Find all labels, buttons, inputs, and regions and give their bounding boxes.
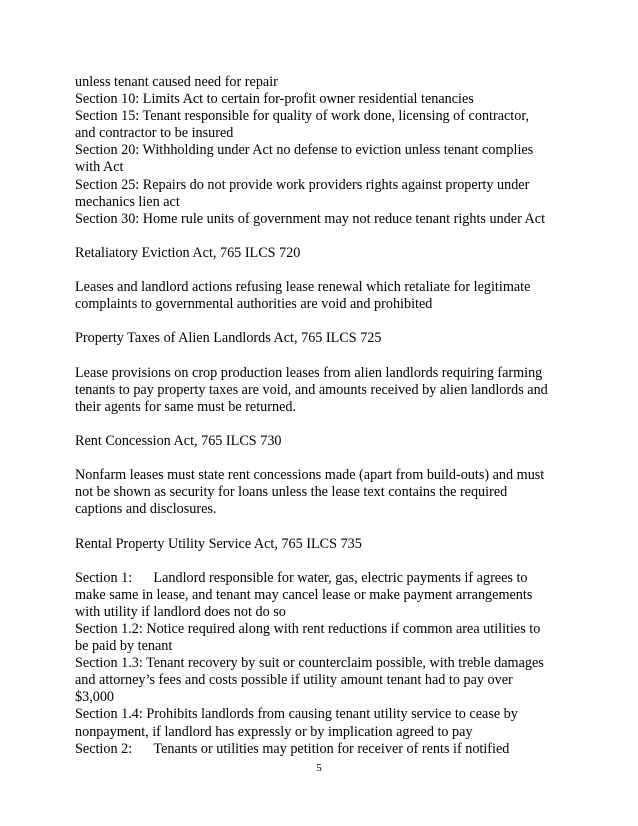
paragraph-spacer bbox=[75, 313, 570, 330]
paragraph bbox=[75, 279, 570, 313]
paragraph-spacer bbox=[75, 262, 570, 279]
text-line: tenants to pay property taxes are void, and amounts received by alien landlords and bbox=[75, 381, 548, 398]
text-line: with utility if landlord does not do so bbox=[75, 603, 286, 620]
text-line: Section 1: Landlord responsible for water, gas, electric payments if agrees to bbox=[75, 569, 528, 586]
text-line: and attorney’s fees and costs possible if utility amount tenant had to pay over bbox=[75, 672, 513, 689]
text-line: $3,000 bbox=[75, 689, 115, 706]
text-line: complaints to governmental authorities are void and prohibited bbox=[75, 296, 433, 313]
section-heading bbox=[75, 330, 570, 347]
text-line: be paid by tenant bbox=[75, 638, 173, 655]
text-line: Section 2: Tenants or utilities may petition for receiver of rents if notified bbox=[75, 740, 510, 757]
text-line: Section 10: Limits Act to certain for-profit owner residential tenancies bbox=[75, 91, 474, 108]
section-heading bbox=[75, 536, 570, 553]
text-line: their agents for same must be returned. bbox=[75, 398, 297, 415]
section-list bbox=[75, 570, 570, 758]
text-line: and contractor to be insured bbox=[75, 125, 234, 142]
text-line: captions and disclosures. bbox=[75, 501, 217, 518]
text-line: mechanics lien act bbox=[75, 193, 180, 210]
section-heading bbox=[75, 433, 570, 450]
paragraph bbox=[75, 467, 570, 518]
text-line: Section 1.3: Tenant recovery by suit or counterclaim possible, with treble damages bbox=[75, 655, 544, 672]
paragraph-spacer bbox=[75, 450, 570, 467]
page-number: 5 bbox=[316, 762, 322, 774]
paragraph-spacer bbox=[75, 416, 570, 433]
text-line: Section 1.2: Notice required along with rent reductions if common area utilities to bbox=[75, 621, 541, 637]
text-line: Section 30: Home rule units of government may not reduce tenant rights under Act bbox=[75, 210, 546, 227]
text-line: Section 20: Withholding under Act no defense to eviction unless tenant complies bbox=[75, 142, 534, 159]
text-line: Lease provisions on crop production leases from alien landlords requiring farming bbox=[75, 364, 543, 381]
page-body bbox=[75, 74, 570, 758]
text-line: with Act bbox=[75, 159, 124, 176]
text-line: Nonfarm leases must state rent concessions made (apart from build-outs) and must bbox=[75, 467, 545, 484]
text-line: make same in lease, and tenant may cancel lease or make payment arrangements bbox=[75, 586, 533, 603]
paragraph bbox=[75, 365, 570, 416]
text-line: Section 15: Tenant responsible for quality of work done, licensing of contractor, bbox=[75, 108, 530, 125]
text-line: nonpayment, if landlord has expressly or by implication agreed to pay bbox=[75, 723, 473, 740]
section-heading bbox=[75, 245, 570, 262]
text-line: Leases and landlord actions refusing lease renewal which retaliate for legitimate bbox=[75, 279, 531, 296]
heading-text: Rental Property Utility Service Act, 765 ILCS 735 bbox=[75, 535, 362, 552]
heading-text: Rent Concession Act, 765 ILCS 730 bbox=[75, 432, 282, 449]
text-line: unless tenant caused need for repair bbox=[75, 74, 278, 90]
section-list bbox=[75, 74, 570, 228]
heading-text: Retaliatory Eviction Act, 765 ILCS 720 bbox=[75, 244, 301, 261]
paragraph-spacer bbox=[75, 518, 570, 535]
paragraph-spacer bbox=[75, 553, 570, 570]
text-line: not be shown as security for loans unless the lease text contains the required bbox=[75, 484, 508, 501]
paragraph-spacer bbox=[75, 228, 570, 245]
text-line: Section 1.4: Prohibits landlords from causing tenant utility service to cease by bbox=[75, 706, 518, 723]
text-line: Section 25: Repairs do not provide work providers rights against property under bbox=[75, 176, 530, 193]
paragraph-spacer bbox=[75, 348, 570, 365]
heading-text: Property Taxes of Alien Landlords Act, 765 ILCS 725 bbox=[75, 330, 382, 347]
